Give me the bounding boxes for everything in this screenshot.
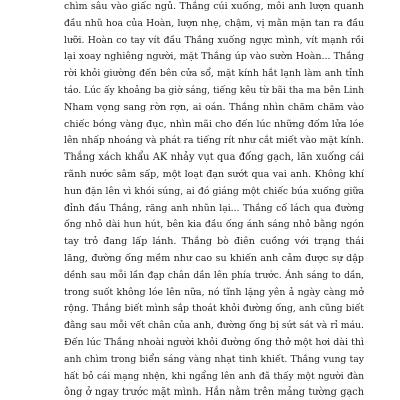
text-line: Thắng xách khẩu AK nhảy vụt qua đống gạch, lăn xuống cái (64, 152, 364, 164)
text-line: rãnh nước sâm sấp, một loạt đạn sướt qua vai anh. Không khí (64, 168, 364, 180)
text-line: ông ở ngay trước mặt mình. Hắn nằm trên mảng tường gạch (64, 387, 364, 399)
body-text (64, 0, 364, 400)
text-line: đầu nhũ hoa của Hoàn, lượn nhẹ, chậm, vị mằn mặn tan ra đầu (64, 17, 364, 29)
text-line: hun đặn lên vì khói súng, ai đó giáng một chiếc búa xuống giữa (64, 185, 364, 197)
text-line: dềnh sau mỗi lần đạp chân dần lên phía trước. Ánh sáng to dần, (64, 270, 364, 281)
text-line: táo. Lúc ấy khoảng ba giờ sáng, tiếng kêu từ bãi tha ma bên Linh (64, 85, 364, 96)
text-line: trong suốt không lóe lên nữa, nó tĩnh lặng yên ả ngày càng mở (64, 286, 364, 298)
text-line: lưỡi. Hoàn co tay vít đầu Thắng xuống ngực mình, vít mạnh rồi (64, 34, 364, 46)
text-line: Đến lúc Thắng nhoài người khỏi đường ống thở một hơi dài thì (64, 336, 364, 348)
text-line: Nham vọng sang rờn rợn, ai oán. Thắng nhìn chăm chăm vào (64, 101, 364, 113)
text-line: đằng sau mỗi vết chân của anh, đường ống bị sứt sát và rỉ máu. (64, 320, 364, 332)
text-line: hất bỏ cái mạng nhện, khi ngẩng lên anh đã thấy một người đàn (64, 371, 364, 382)
text-line: ống nhỏ dài hun hút, bên kia đầu ống ánh sáng nhỏ bằng ngón (64, 219, 364, 231)
text-line: lại xoay nghiêng người, mặt Thắng úp vào sườn Hoàn... Thắng (64, 51, 364, 63)
text-line: rời khỏi giường đến bên cửa sổ, mặt kính hắt lạnh làm anh tỉnh (64, 68, 364, 80)
text-line: rộng. Thắng biết mình sắp thoát khỏi đường ống, anh cũng biết (64, 303, 364, 315)
text-line: lên nhấp nhoáng và phát ra tiếng rít như cắt miết vào mặt kính. (64, 135, 364, 147)
text-line: lăng, đường ống mềm như cao su khiến anh cảm được sự dập (64, 252, 364, 264)
text-line: tay trỏ đang lấp lánh. Thắng bò điên cuồng với trạng thái (64, 236, 364, 248)
text-line: đỉnh đầu Thắng, răng anh nhũn lại... Thắng cố lách qua đường (64, 202, 364, 214)
text-line: chiếc bóng vàng đục, nhìn mãi cho đến lúc những đốm lửa lóe (64, 118, 364, 130)
text-line: anh chìm trong biển sáng vàng nhạt tinh khiết. Thắng vung tay (64, 353, 364, 365)
text-line: chìm sâu vào giấc ngủ. Thắng cúi xuống, môi anh lượn quanh (64, 1, 364, 12)
